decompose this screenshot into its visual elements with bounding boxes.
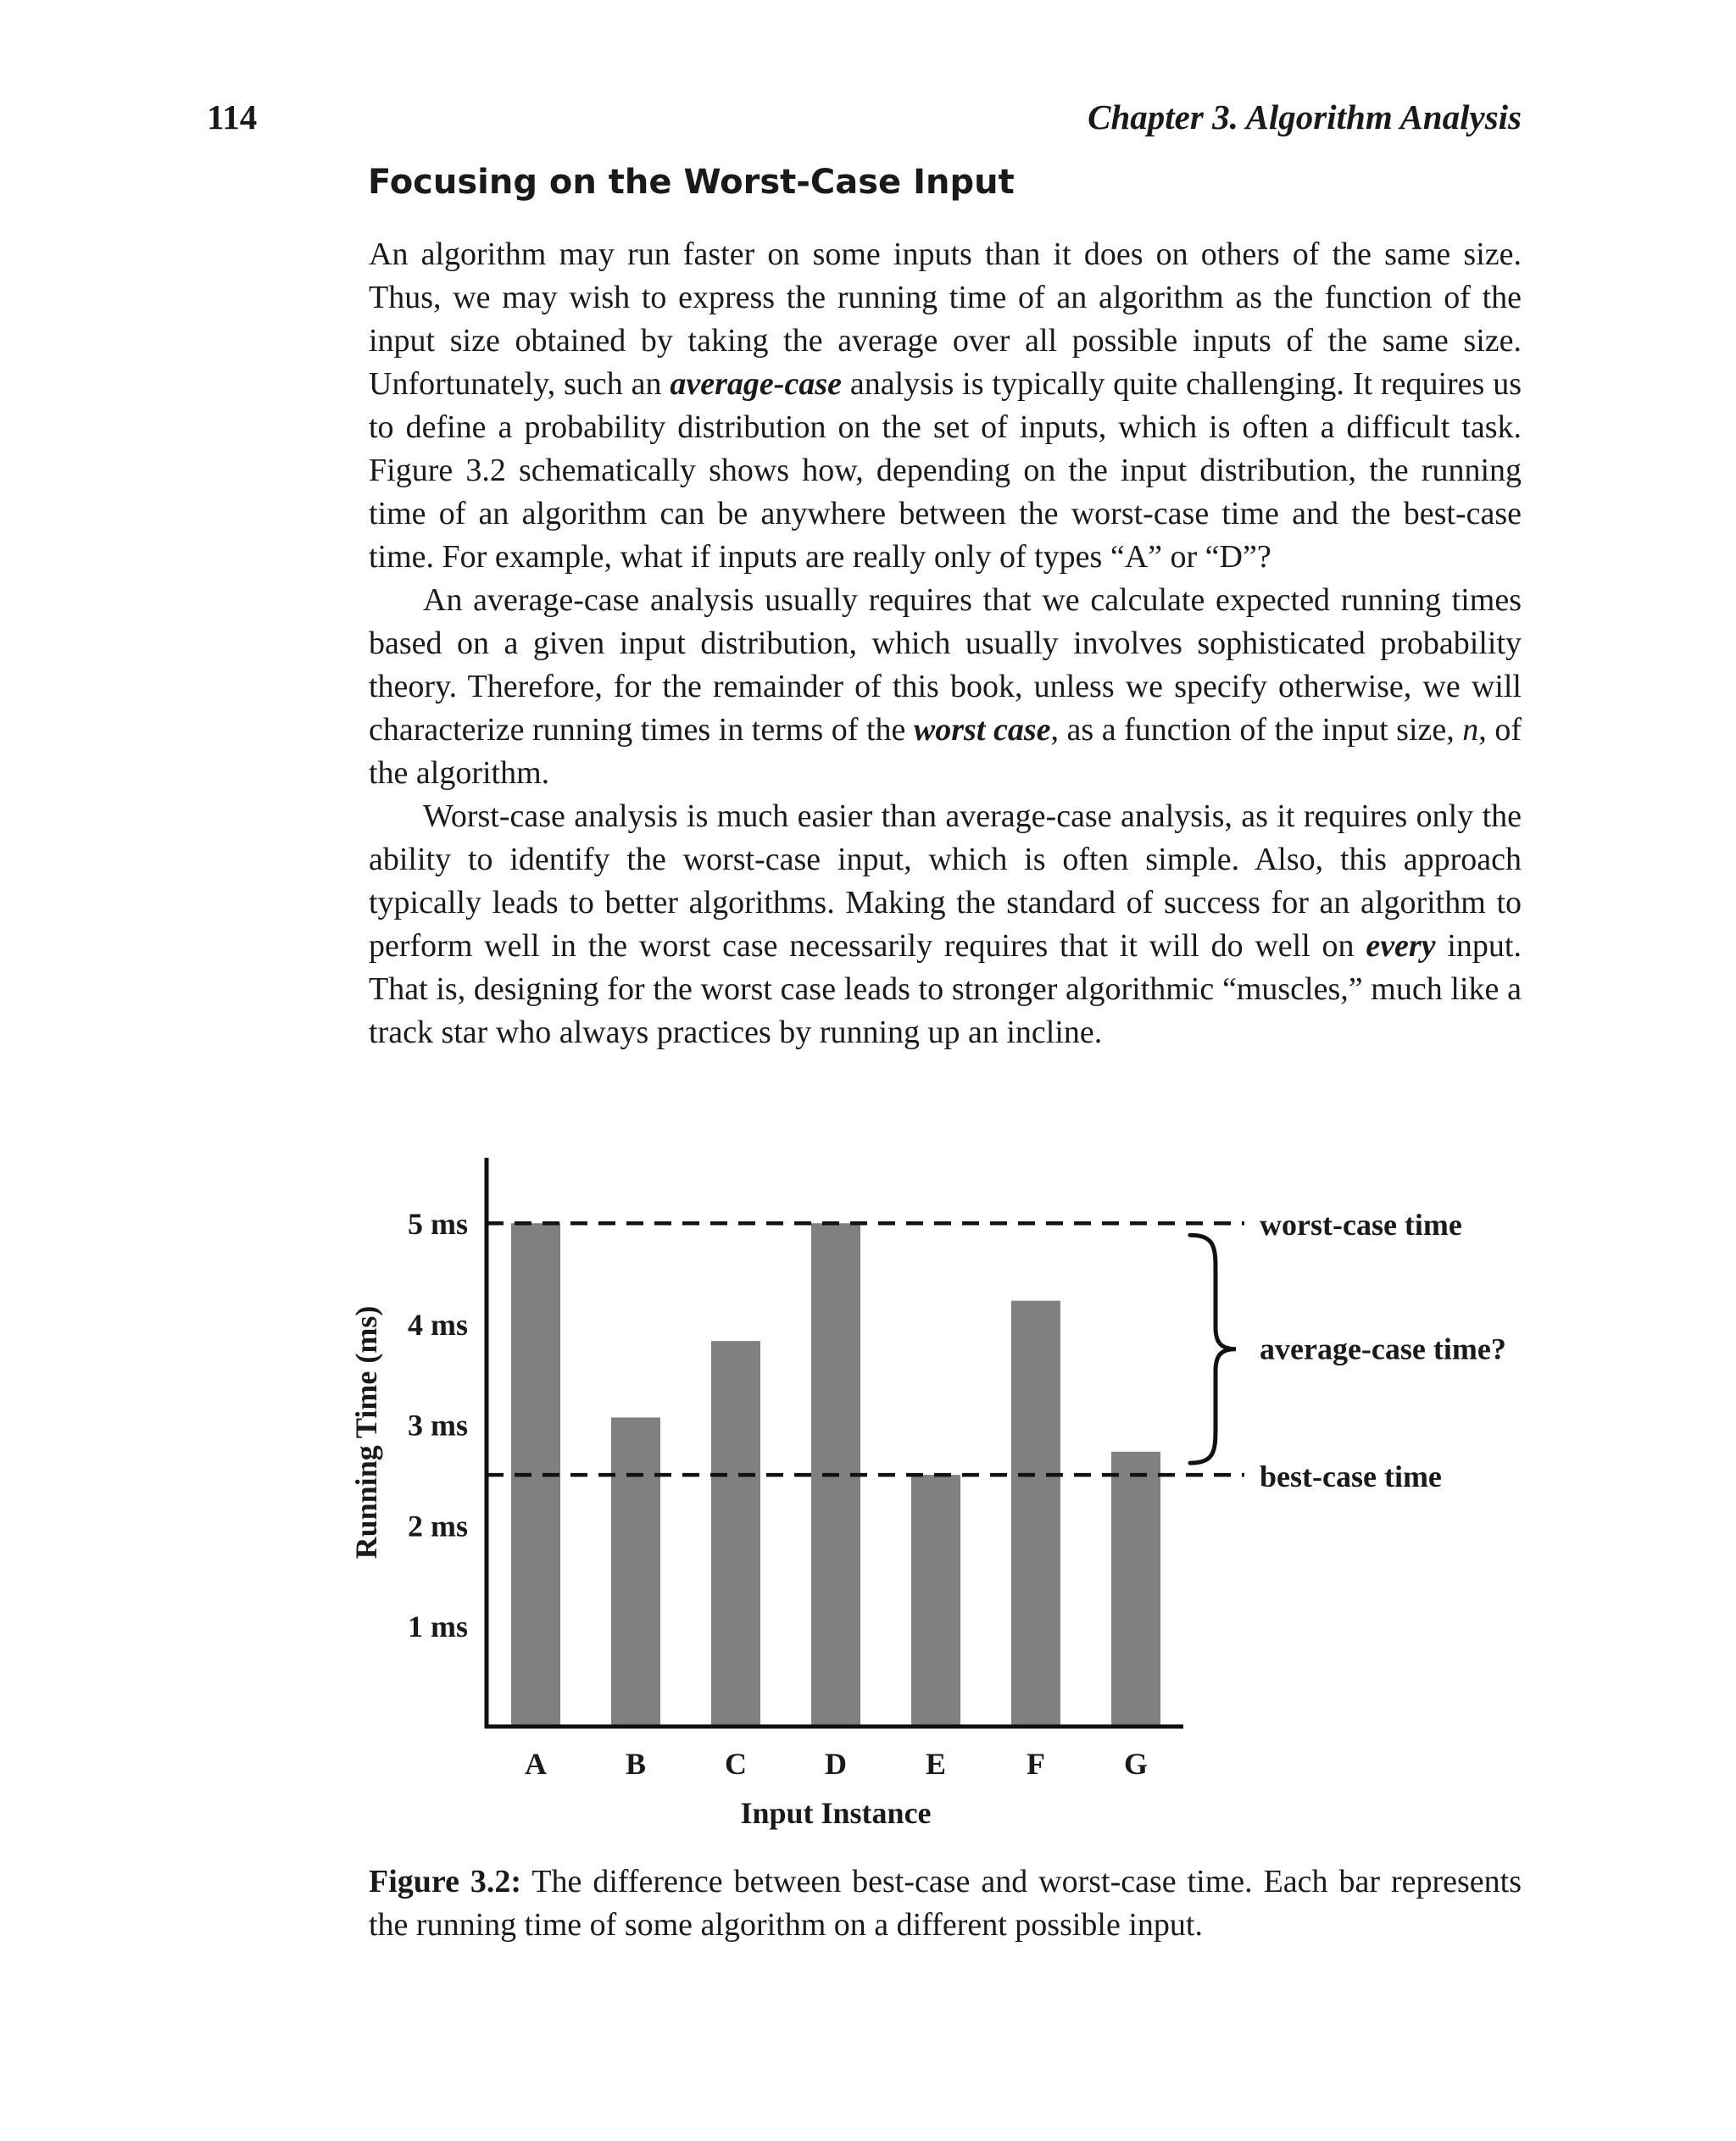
x-tick-label: C (725, 1747, 747, 1781)
x-tick-label: G (1123, 1747, 1149, 1781)
reference-line-label: worst-case time (1260, 1208, 1462, 1243)
emphasis-term: worst case (913, 712, 1051, 748)
reference-line-label: best-case time (1260, 1460, 1442, 1494)
paragraph-text: , of the algorithm. (369, 712, 1522, 791)
bar-E (911, 1475, 960, 1727)
paragraph-text: Worst-case analysis is much easier than average-case analysis, as it requires only the ability to identify the worst-case input, which is often simple. Also, this approach typically leads to better algorithms. Making the standard of success for an algorithm to perform well in the worst case necessarily requires that it will do well on (369, 798, 1522, 964)
paragraph-text: An average-case analysis usually requires that we calculate expected running times based on a given input distribution, which usually involves sophisticated probability theory. Therefore, for the remainder of this book, unless we specify otherwise, we will characterize running times in terms of the (369, 582, 1522, 748)
section-heading: Focusing on the Worst-Case Input (368, 163, 1015, 202)
x-tick-label: E (925, 1747, 947, 1781)
caption-text: The difference between best-case and worst-case time. Each bar represents the running time of some algorithm on a different possible input. (369, 1864, 1522, 1943)
running-head: Chapter 3. Algorithm Analysis (1088, 97, 1522, 136)
y-axis-title: Running Time (ms) (349, 1305, 383, 1560)
y-tick-label: 5 ms (408, 1207, 468, 1242)
emphasis-term: average-case (670, 366, 842, 402)
brace-label: average-case time? (1260, 1332, 1506, 1366)
y-tick-label: 4 ms (408, 1307, 468, 1342)
curly-brace (1190, 1235, 1236, 1463)
bar-G (1111, 1452, 1160, 1727)
x-tick-label: A (525, 1747, 547, 1781)
x-tick-label: D (825, 1747, 847, 1781)
y-tick-label: 3 ms (408, 1408, 468, 1443)
x-tick-label: F (1027, 1747, 1045, 1781)
paragraph-text: , as a function of the input size, (1050, 712, 1463, 748)
figure-caption (369, 1860, 1522, 1947)
math-variable: n (1462, 712, 1479, 748)
paragraph-text: input. That is, designing for the worst case leads to stronger algorithmic “muscles,” much like a track star who always practices by running up an incline. (369, 928, 1522, 1050)
emphasis-term: every (1366, 928, 1436, 964)
y-tick-label: 1 ms (408, 1610, 468, 1644)
bar-C (711, 1341, 760, 1727)
bar-B (611, 1417, 660, 1727)
x-axis-title: Input Instance (740, 1796, 932, 1830)
paragraph-text: analysis is typically quite challenging. It requires us to define a probability distribution on the set of inputs, which is often a difficult task. Figure 3.2 schematically shows how, depending on the input distribution, the running time of an algorithm can be anywhere between the worst-case time and the best-case time. For example, what if inputs are really only of types “A” or “D”? (369, 366, 1522, 575)
paragraph-text: An algorithm may run faster on some inputs than it does on others of the same size. Thus, we may wish to express the running time of an algorithm as the function of the input size obtained by taking the average over all possible inputs of the same size. Unfortunately, such an (369, 236, 1522, 402)
caption-label: Figure 3.2: (369, 1864, 522, 1899)
y-tick-label: 2 ms (408, 1509, 468, 1543)
x-tick-label: B (625, 1747, 647, 1781)
page-number: 114 (207, 97, 258, 136)
bar-F (1011, 1301, 1060, 1727)
